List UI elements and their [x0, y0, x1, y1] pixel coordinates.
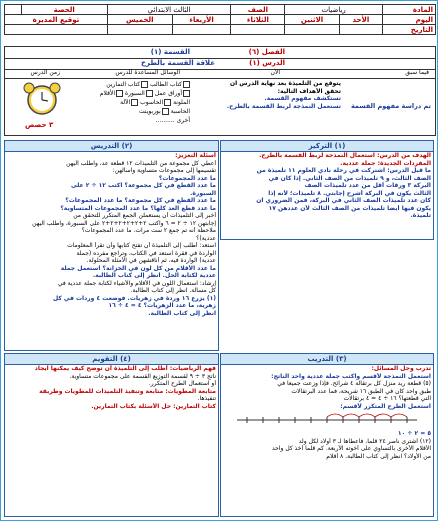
practice-line: ٥ = ٢ ÷ ١٠ — [397, 430, 431, 437]
objectives — [193, 80, 343, 110]
practice-line: الأقلام الأخرى بالتساوي على أخوته الأربعة. كم قلماً أخذ كل واحد — [272, 445, 431, 452]
focus-line: تلميذة. — [410, 212, 431, 219]
prev-text: تم دراسة مفهوم القسمة — [350, 102, 431, 110]
focus-line: البركة ٣ ورقات أقل من عدد تلميذات الصف — [304, 182, 431, 189]
objective-line: تستعمل النمذجة لربط القسمة بالطرح. — [226, 102, 341, 110]
teach-line: إرشاد: استعمال اللون في الأقلام والأشياء لكتابة جملة عددية في — [57, 279, 216, 287]
day-3: الثلاثاء — [231, 15, 285, 25]
teach-line: انظر إلى كتاب الطالبة. — [148, 309, 216, 317]
focus-title: (١) التركيز — [221, 141, 433, 152]
checkbox[interactable] — [116, 90, 123, 97]
unit-title: القسمة (١) — [150, 48, 190, 56]
teach-line: ما عدد القطع في كل مجموعة؟ اكتب ١٢ ÷ ٢ على — [71, 182, 216, 189]
assess-line: ناتج ٣ ÷ ٩ لقسمة التوزيع القسمة على مجموعات متساوية. — [69, 372, 216, 380]
day-label: اليوم — [383, 15, 436, 25]
teach-line: كل مسألة. انظر إلى كتاب الطالبة. — [130, 287, 216, 294]
objective-line: تستكشف مفهوم القسمة. — [264, 95, 341, 102]
teach-line: السبورة. — [190, 189, 216, 197]
focus-line: الصف الثالث، و ٩ تلميذات من الصف الثاني. إذا كان في — [268, 174, 431, 182]
time-label: زمن الدرس — [30, 69, 60, 76]
focus-line: يكون فيها أيضاً تلميذات من الصف الثالث لأن عددهن ١٧ — [268, 204, 431, 212]
day-2: الاثنين — [285, 15, 339, 25]
focus-line: الثالث يكون في البركة أشرح إجابتي. ٨ تلميذات؛ لأنه إذا — [268, 189, 431, 197]
practice-title: (٣) التدريب — [221, 354, 433, 365]
checkbox[interactable] — [162, 108, 169, 115]
practice-line: من الأولاد؟ انظر إلى كتاب الطالبة. ٨ أقلام — [326, 452, 431, 460]
aids-label: الوسائل المساعدة للدرس — [115, 69, 180, 76]
objective-line: يتوقع من التلميذة بعد نهاية الدرس ان — [230, 80, 341, 87]
teach-line: (١) يزرع ١٦ وردة في زهريات. فوضعت ٤ وردات في كل — [53, 294, 216, 302]
grade-label: الصف — [231, 5, 285, 15]
header-table — [4, 4, 436, 35]
before-label: فيما سبق — [405, 69, 429, 76]
assess-line: فهم الرياضيات: أطلب إلى التلميذة أن توضح كيف يمكنها ايجاد — [34, 365, 216, 372]
practice-line: طبق واحد كان في الطبق ١٦ شريحة، فما عدد البرتقالات — [291, 387, 431, 395]
unit-no: الفصل (٦) — [248, 48, 285, 56]
teach-line: عددية لكتابة الحل. انظر إلى كتاب الطالبة. — [92, 272, 216, 279]
teach-line: تقسيمها إلى مجموعات متساوية واسألهن: — [112, 167, 216, 174]
teach-line: إجابتهن ١٢ ÷ ٢ = ٦ واكتب ٢+٢+٢+٢+٢+٢ على السبورة، واطلب اليهن — [32, 219, 216, 227]
alarm-clock-icon — [19, 80, 65, 118]
focus-line: كان عدد تلميذات الصف الثاني في البركة، فمن الضروري ان — [256, 197, 431, 204]
checkbox[interactable] — [131, 99, 138, 106]
practice-line: التي قطعتها؟ ١٦ ÷ ٤ = ٤ برتقالات — [343, 395, 431, 402]
checkbox[interactable] — [164, 99, 171, 106]
practice-line: استعمل النمذجة لأقسم واكتب جملة عددية واحد الناتج: — [271, 372, 431, 380]
assess-line: أو استعمال الطرح المتكرر. — [148, 380, 216, 387]
day-4: الأربعاء — [172, 15, 231, 25]
assess-line: متابعة المطويات: متابعة وتنفيذ التلميذات للمطويات وطريقة — [39, 387, 216, 395]
day-5: الخميس — [107, 15, 172, 25]
focus-line: الهدف من الدرس: استعمال النمذجة لربط القسمة بالطرح. — [259, 152, 431, 159]
date-label: التاريخ — [383, 25, 436, 35]
teach-line: أسئلة التعزيز: — [175, 152, 216, 159]
subject-value: رياضيات — [285, 5, 383, 15]
teach-line: ما عدد المجموعات؟ — [158, 174, 216, 182]
teach-line: عددية)؟ — [196, 234, 216, 242]
teach-title: (٢) التدريس — [5, 141, 218, 152]
practice-section — [220, 353, 434, 517]
practice-line: استعمل الطرح المتكرر لأقسم: — [340, 402, 431, 410]
teach-line: ملاحظة أنه تم جمع ٢ ست مرات. ما عدد المجموعات؟ — [81, 227, 216, 234]
lesson-no: الدرس (١) — [249, 59, 285, 67]
grade-value: الثالث الابتدائي — [107, 5, 231, 15]
focus-section — [220, 140, 434, 240]
checkbox[interactable] — [146, 90, 153, 97]
assess-title: (٤) التقويم — [5, 354, 218, 365]
assess-line: تنفيذها. — [197, 395, 216, 402]
teach-line: الواردة في فقرة استعد في الكتاب، وتراجع مفرده (جملة — [76, 249, 216, 257]
periods-count: ٣ حصص — [25, 121, 54, 129]
period-value — [5, 5, 22, 15]
teach-line: عددية) الواردة فيه، ثم أناقشهن في الأمثلة المحلولة. — [86, 257, 216, 264]
practice-line: تدرب وحل المسائل: — [371, 365, 431, 372]
teach-line: أخبر إلى التلميذات أن يستعملن الجمع المتكرر للتحقق من — [73, 212, 216, 219]
period-label: الحصة — [21, 5, 107, 15]
checkbox[interactable] — [141, 81, 148, 88]
teach-line: ما عدد الأقلام من كل لون في الخزانة؟ استعمل جملة — [60, 264, 216, 272]
subject-label: المادة — [383, 5, 436, 15]
practice-line: (١٢) اشترى ناصر ٢٤ قلماً. فأعطاها لـ ٣ أولاد لكل ولد — [298, 437, 431, 445]
supervisor-signature: توقيع المديرة — [5, 15, 108, 25]
teach-line: ما عدد القطع في كل مجموعة؟ ما عدد المجموعات؟ — [65, 197, 216, 204]
objective-line: تحقق الأهداف التالية: — [277, 87, 341, 95]
checkbox[interactable] — [183, 90, 190, 97]
practice-line: (٥) قطعة ريد منزل كل برتقالة ٤ شرائح. فإذا وزعت جميعا في — [277, 380, 431, 387]
teach-section — [4, 140, 219, 351]
lesson-info-block — [4, 46, 436, 136]
lesson-title: علاقة القسمة بالطرح — [140, 59, 215, 67]
assess-line: كتاب التمارين: حل الأسئلة بكتاب التمارين. — [91, 402, 216, 410]
number-line-figure — [227, 411, 427, 429]
labels-row — [4, 69, 435, 79]
teach-line: استعد: أطلب إلى التلميذة أن تفتح كتابها وأن تقرأ المعلومات — [67, 242, 216, 249]
day-1: الأحد — [339, 15, 382, 25]
teach-line: ما عدد قطع العد كلها؟ ما عدد المجموعات المتساوية؟ — [60, 204, 216, 212]
focus-line: المفردات الجديدة: جملة عددية. — [340, 159, 431, 167]
teach-line: أعطي كل مجموعة من التلميذات ١٢ قطعة عد، واطلب اليهن — [66, 159, 216, 167]
now-label: الآن — [270, 69, 280, 76]
focus-line: ما قبل الدرس: اشتركت في رحلة نادي العلوم ١١ تلميذة من — [256, 167, 431, 174]
checkbox[interactable] — [183, 81, 190, 88]
aids-list: كتاب الطالب كتاب التمارين أوراق عمل السبورة الأقلام الملونة الحاسوب الآلة الحاسبة بوربوينت أخرى .......... — [99, 81, 190, 124]
teach-line: زهرية، ما عدد الزهريات؟ ٤ = ٤ ÷ ١٦ — [108, 302, 216, 309]
assess-section — [4, 353, 219, 517]
